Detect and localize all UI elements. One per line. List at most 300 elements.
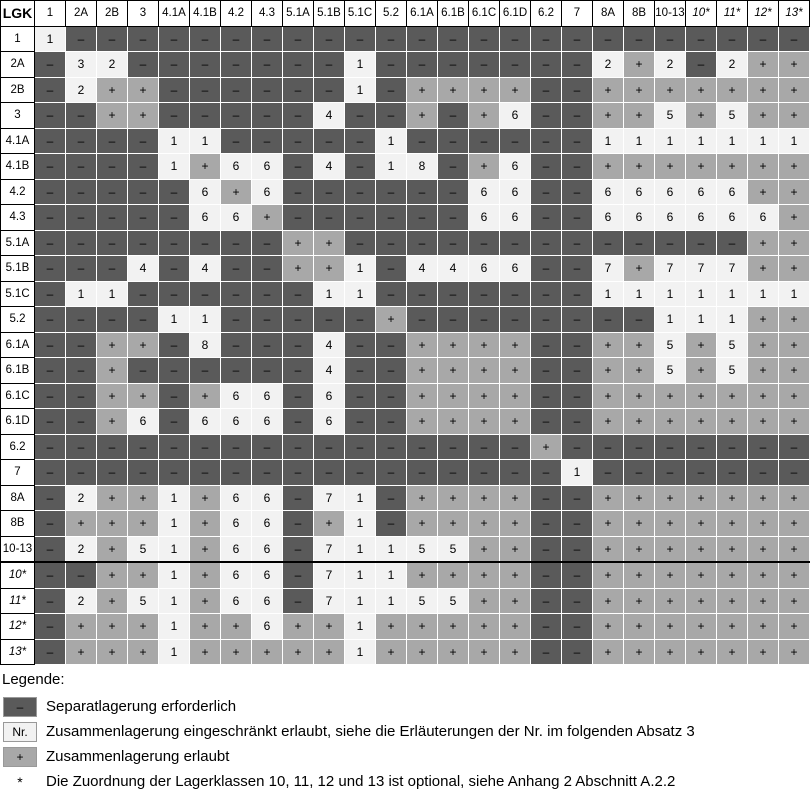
matrix-cell: + (500, 358, 531, 384)
matrix-cell: 6 (221, 562, 252, 588)
matrix-cell: – (35, 536, 66, 562)
matrix-cell: 1 (159, 614, 190, 640)
matrix-cell: – (35, 128, 66, 154)
matrix-cell: – (345, 26, 376, 52)
matrix-cell: 8 (190, 332, 221, 358)
matrix-cell: – (283, 281, 314, 307)
matrix-cell: – (35, 485, 66, 511)
matrix-cell: 1 (779, 281, 810, 307)
matrix-cell: 6 (686, 205, 717, 231)
matrix-cell: – (376, 103, 407, 129)
matrix-cell: 1 (345, 52, 376, 78)
matrix-cell: – (562, 230, 593, 256)
legend-item (0, 719, 755, 744)
matrix-cell: + (469, 103, 500, 129)
matrix-cell: – (221, 281, 252, 307)
matrix-cell: 6 (748, 205, 779, 231)
matrix-cell: + (500, 562, 531, 588)
matrix-cell: + (779, 103, 810, 129)
matrix-cell: 1 (686, 128, 717, 154)
table-row (1, 26, 810, 52)
matrix-cell: 1 (345, 639, 376, 665)
matrix-cell: + (593, 588, 624, 614)
matrix-cell: – (345, 205, 376, 231)
matrix-cell: + (779, 77, 810, 103)
column-header: 1 (35, 1, 66, 27)
matrix-cell: 1 (655, 307, 686, 333)
matrix-cell: – (35, 639, 66, 665)
matrix-cell: – (779, 434, 810, 460)
matrix-cell: – (376, 77, 407, 103)
matrix-cell: + (97, 614, 128, 640)
table-row (1, 511, 810, 537)
matrix-cell: – (97, 230, 128, 256)
matrix-cell: – (35, 588, 66, 614)
matrix-cell: + (190, 383, 221, 409)
matrix-cell: 6 (221, 205, 252, 231)
matrix-cell: + (593, 614, 624, 640)
matrix-cell: 4 (314, 332, 345, 358)
column-header: 4.2 (221, 1, 252, 27)
row-header: 10* (1, 562, 35, 588)
matrix-cell: + (624, 562, 655, 588)
matrix-cell: + (500, 588, 531, 614)
matrix-cell: – (531, 205, 562, 231)
matrix-cell: + (779, 511, 810, 537)
legend-item (0, 769, 755, 794)
matrix-cell: 1 (624, 128, 655, 154)
row-header: 5.2 (1, 307, 35, 333)
matrix-cell: + (655, 383, 686, 409)
matrix-cell: – (531, 639, 562, 665)
matrix-cell: – (283, 434, 314, 460)
matrix-cell: 6 (221, 588, 252, 614)
matrix-cell: + (469, 383, 500, 409)
matrix-cell: – (562, 639, 593, 665)
matrix-cell: + (748, 77, 779, 103)
matrix-cell: + (686, 383, 717, 409)
matrix-cell: + (469, 154, 500, 180)
matrix-cell: + (686, 485, 717, 511)
matrix-cell: – (469, 26, 500, 52)
matrix-cell: + (407, 103, 438, 129)
matrix-cell: + (500, 639, 531, 665)
matrix-cell: + (748, 154, 779, 180)
matrix-cell: – (345, 332, 376, 358)
table-row (1, 307, 810, 333)
matrix-cell: + (624, 77, 655, 103)
matrix-cell: – (624, 26, 655, 52)
matrix-cell: – (531, 281, 562, 307)
matrix-cell: + (655, 154, 686, 180)
matrix-cell: + (407, 614, 438, 640)
table-row (1, 434, 810, 460)
matrix-cell: – (593, 230, 624, 256)
matrix-cell: + (128, 485, 159, 511)
matrix-cell: – (562, 332, 593, 358)
matrix-cell: – (531, 358, 562, 384)
matrix-cell: + (686, 562, 717, 588)
matrix-cell: 6 (221, 511, 252, 537)
matrix-cell: – (159, 281, 190, 307)
matrix-cell: 2 (655, 52, 686, 78)
matrix-cell: – (593, 307, 624, 333)
matrix-cell: – (345, 179, 376, 205)
matrix-cell: – (66, 383, 97, 409)
matrix-cell: – (376, 332, 407, 358)
matrix-cell: 1 (159, 639, 190, 665)
matrix-cell: 5 (717, 103, 748, 129)
matrix-cell: – (159, 179, 190, 205)
matrix-cell: + (314, 230, 345, 256)
matrix-cell: – (283, 332, 314, 358)
matrix-cell: – (128, 26, 159, 52)
matrix-cell: + (655, 409, 686, 435)
matrix-cell: – (66, 179, 97, 205)
matrix-cell: – (128, 52, 159, 78)
matrix-cell: – (283, 409, 314, 435)
matrix-cell: – (159, 26, 190, 52)
matrix-cell: – (686, 434, 717, 460)
matrix-cell: 1 (159, 511, 190, 537)
matrix-cell: + (97, 536, 128, 562)
matrix-cell: + (686, 639, 717, 665)
matrix-cell: 1 (593, 281, 624, 307)
matrix-cell: – (717, 434, 748, 460)
column-header: 13* (779, 1, 810, 27)
matrix-cell: + (624, 409, 655, 435)
matrix-cell: + (407, 358, 438, 384)
matrix-cell: – (531, 179, 562, 205)
column-header: 4.3 (252, 1, 283, 27)
matrix-cell: 4 (314, 358, 345, 384)
matrix-cell: – (407, 307, 438, 333)
matrix-cell: – (407, 281, 438, 307)
row-header: 12* (1, 614, 35, 640)
matrix-cell: + (748, 52, 779, 78)
table-row (1, 639, 810, 665)
matrix-cell: – (283, 26, 314, 52)
matrix-cell: – (35, 460, 66, 486)
matrix-cell: 1 (97, 281, 128, 307)
matrix-cell: – (562, 536, 593, 562)
matrix-cell: – (593, 434, 624, 460)
matrix-cell: + (779, 179, 810, 205)
matrix-cell: – (283, 52, 314, 78)
matrix-cell: + (190, 639, 221, 665)
matrix-cell: – (469, 460, 500, 486)
matrix-cell: – (531, 332, 562, 358)
matrix-cell: – (469, 307, 500, 333)
matrix-cell: + (252, 205, 283, 231)
matrix-cell: – (128, 128, 159, 154)
matrix-cell: – (190, 281, 221, 307)
matrix-cell: 1 (190, 307, 221, 333)
matrix-cell: – (66, 460, 97, 486)
matrix-cell: – (376, 205, 407, 231)
matrix-cell: – (314, 26, 345, 52)
matrix-cell: 6 (686, 179, 717, 205)
matrix-cell: + (190, 154, 221, 180)
matrix-cell: – (376, 256, 407, 282)
matrix-cell: + (283, 230, 314, 256)
matrix-cell: – (562, 307, 593, 333)
column-header: 7 (562, 1, 593, 27)
matrix-cell: – (252, 103, 283, 129)
matrix-cell: – (66, 409, 97, 435)
matrix-cell: – (159, 358, 190, 384)
matrix-cell: – (438, 154, 469, 180)
matrix-cell: + (283, 614, 314, 640)
matrix-cell: – (562, 103, 593, 129)
matrix-cell: + (748, 511, 779, 537)
matrix-cell: – (128, 230, 159, 256)
matrix-cell: – (655, 26, 686, 52)
table-row (1, 332, 810, 358)
matrix-cell: + (686, 588, 717, 614)
matrix-cell: 6 (500, 179, 531, 205)
matrix-cell: + (779, 332, 810, 358)
matrix-cell: + (438, 614, 469, 640)
matrix-cell: – (159, 52, 190, 78)
row-header: 6.1D (1, 409, 35, 435)
matrix-cell: – (190, 26, 221, 52)
matrix-cell: 4 (407, 256, 438, 282)
legend-items (0, 694, 755, 794)
matrix-cell: + (717, 536, 748, 562)
matrix-cell: – (159, 77, 190, 103)
matrix-cell: – (624, 307, 655, 333)
matrix-cell: + (190, 485, 221, 511)
matrix-cell: – (97, 179, 128, 205)
matrix-cell: – (562, 434, 593, 460)
matrix-cell: – (66, 332, 97, 358)
matrix-cell: + (686, 77, 717, 103)
matrix-cell: – (345, 128, 376, 154)
matrix-cell: – (376, 52, 407, 78)
matrix-cell: + (593, 536, 624, 562)
table-row (1, 460, 810, 486)
matrix-cell: + (407, 511, 438, 537)
matrix-cell: – (500, 281, 531, 307)
matrix-cell: – (97, 154, 128, 180)
matrix-cell: – (531, 409, 562, 435)
matrix-cell: + (66, 511, 97, 537)
matrix-cell: – (159, 383, 190, 409)
matrix-cell: – (531, 460, 562, 486)
row-header: 10-13 (1, 536, 35, 562)
matrix-cell: – (252, 307, 283, 333)
matrix-cell: + (593, 409, 624, 435)
column-header: 2B (97, 1, 128, 27)
column-header: 3 (128, 1, 159, 27)
matrix-cell: 6 (221, 383, 252, 409)
matrix-cell: – (128, 460, 159, 486)
matrix-cell: – (531, 52, 562, 78)
matrix-cell: – (66, 230, 97, 256)
matrix-cell: – (35, 154, 66, 180)
row-header: 6.2 (1, 434, 35, 460)
matrix-cell: – (66, 562, 97, 588)
matrix-cell: 6 (252, 588, 283, 614)
matrix-cell: – (531, 614, 562, 640)
matrix-cell: – (531, 485, 562, 511)
matrix-cell: – (221, 230, 252, 256)
matrix-cell: 7 (655, 256, 686, 282)
matrix-cell: + (686, 332, 717, 358)
matrix-cell: – (283, 536, 314, 562)
matrix-cell: 1 (717, 307, 748, 333)
matrix-cell: – (159, 256, 190, 282)
matrix-cell: + (748, 639, 779, 665)
matrix-cell: – (748, 460, 779, 486)
matrix-cell: 1 (159, 128, 190, 154)
matrix-cell: + (655, 511, 686, 537)
matrix-cell: + (593, 383, 624, 409)
matrix-cell: – (593, 26, 624, 52)
matrix-cell: + (624, 588, 655, 614)
matrix-cell: – (500, 52, 531, 78)
matrix-cell: + (624, 485, 655, 511)
matrix-cell: – (376, 434, 407, 460)
matrix-cell: + (407, 639, 438, 665)
matrix-cell: + (593, 154, 624, 180)
matrix-cell: – (35, 434, 66, 460)
matrix-cell: – (283, 588, 314, 614)
matrix-cell: + (593, 639, 624, 665)
matrix-cell: – (562, 614, 593, 640)
matrix-cell: + (593, 485, 624, 511)
matrix-cell: 1 (655, 128, 686, 154)
matrix-cell: + (748, 485, 779, 511)
column-header: 4.1B (190, 1, 221, 27)
matrix-cell: + (128, 383, 159, 409)
matrix-cell: 1 (345, 77, 376, 103)
matrix-cell: – (562, 256, 593, 282)
matrix-cell: – (97, 434, 128, 460)
matrix-cell: – (283, 128, 314, 154)
matrix-cell: + (438, 409, 469, 435)
matrix-cell: + (717, 154, 748, 180)
column-header: 6.1D (500, 1, 531, 27)
matrix-cell: + (66, 639, 97, 665)
matrix-cell: + (531, 434, 562, 460)
matrix-cell: – (221, 332, 252, 358)
matrix-cell: + (593, 358, 624, 384)
matrix-cell: + (469, 639, 500, 665)
matrix-cell: + (376, 307, 407, 333)
matrix-cell: – (655, 230, 686, 256)
matrix-cell: – (376, 179, 407, 205)
table-row (1, 179, 810, 205)
matrix-cell: + (779, 358, 810, 384)
matrix-cell: 6 (469, 205, 500, 231)
matrix-cell: + (624, 536, 655, 562)
matrix-cell: – (376, 26, 407, 52)
legend-key-swatch: – (3, 697, 37, 717)
matrix-cell: 2 (66, 588, 97, 614)
table-row (1, 154, 810, 180)
matrix-cell: 1 (717, 128, 748, 154)
matrix-cell: 6 (624, 205, 655, 231)
matrix-cell: 6 (252, 562, 283, 588)
matrix-cell: + (779, 52, 810, 78)
matrix-cell: + (655, 536, 686, 562)
table-row (1, 614, 810, 640)
matrix-cell: + (655, 639, 686, 665)
matrix-cell: – (469, 434, 500, 460)
table-row (1, 230, 810, 256)
matrix-cell: – (531, 230, 562, 256)
matrix-cell: – (35, 409, 66, 435)
matrix-cell: 5 (438, 536, 469, 562)
matrix-cell: – (283, 383, 314, 409)
matrix-cell: + (624, 332, 655, 358)
matrix-cell: 1 (376, 154, 407, 180)
matrix-cell: + (686, 409, 717, 435)
matrix-cell: + (748, 307, 779, 333)
column-header: 10* (686, 1, 717, 27)
matrix-cell: – (438, 307, 469, 333)
matrix-cell: + (407, 383, 438, 409)
matrix-cell: – (407, 230, 438, 256)
matrix-cell: + (500, 383, 531, 409)
table-row (1, 77, 810, 103)
matrix-cell: + (655, 77, 686, 103)
matrix-cell: – (97, 205, 128, 231)
matrix-cell: 2 (66, 536, 97, 562)
matrix-cell: – (159, 230, 190, 256)
matrix-cell: + (593, 332, 624, 358)
matrix-cell: + (748, 332, 779, 358)
matrix-cell: + (469, 588, 500, 614)
matrix-cell: 5 (407, 588, 438, 614)
matrix-cell: – (748, 26, 779, 52)
column-header: 6.2 (531, 1, 562, 27)
table-row (1, 588, 810, 614)
matrix-cell: – (35, 562, 66, 588)
matrix-cell: + (686, 536, 717, 562)
matrix-cell: – (252, 128, 283, 154)
matrix-cell: 6 (128, 409, 159, 435)
matrix-cell: – (221, 128, 252, 154)
matrix-cell: + (686, 103, 717, 129)
matrix-cell: 2 (97, 52, 128, 78)
matrix-cell: 1 (159, 536, 190, 562)
matrix-cell: – (35, 52, 66, 78)
matrix-cell: – (97, 256, 128, 282)
matrix-cell: 1 (779, 128, 810, 154)
matrix-cell: + (717, 485, 748, 511)
matrix-cell: + (624, 383, 655, 409)
matrix-cell: 1 (376, 536, 407, 562)
matrix-cell: + (686, 358, 717, 384)
matrix-cell: – (624, 460, 655, 486)
matrix-cell: – (128, 154, 159, 180)
matrix-cell: 1 (159, 485, 190, 511)
matrix-cell: – (190, 77, 221, 103)
matrix-cell: – (562, 588, 593, 614)
matrix-cell: – (283, 77, 314, 103)
matrix-cell: – (221, 307, 252, 333)
matrix-cell: + (128, 614, 159, 640)
table-row (1, 52, 810, 78)
matrix-cell: + (593, 562, 624, 588)
matrix-cell: + (438, 77, 469, 103)
matrix-cell: – (35, 77, 66, 103)
matrix-cell: + (407, 332, 438, 358)
matrix-cell: + (748, 230, 779, 256)
